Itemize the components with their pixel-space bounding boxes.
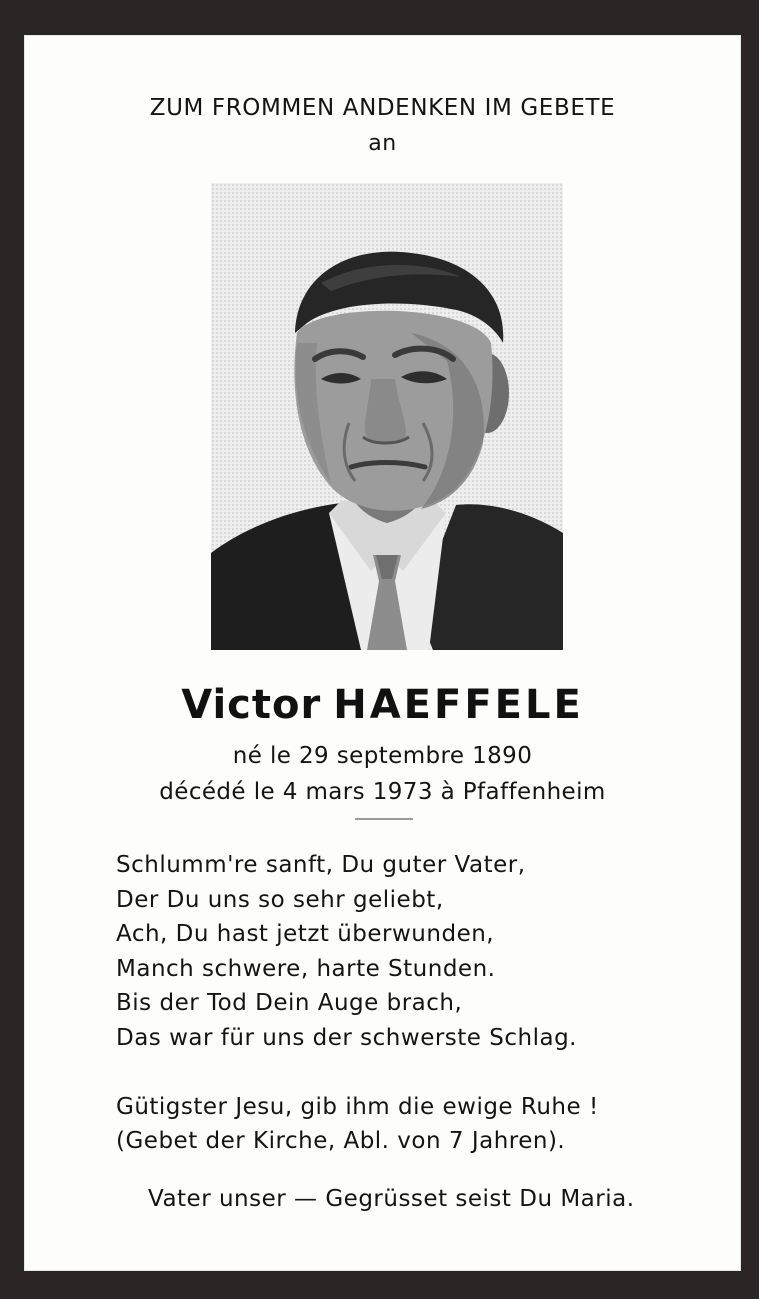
prayer-line: Gütigster Jesu, gib ihm die ewige Ruhe ! <box>116 1094 599 1120</box>
header-dedication: an <box>368 131 397 156</box>
prayer-line: (Gebet der Kirche, Abl. von 7 Jahren). <box>116 1128 566 1154</box>
poem-line: Ach, Du hast jetzt überwunden, <box>116 921 495 948</box>
deceased-name <box>24 682 741 728</box>
first-name: Victor <box>181 682 322 728</box>
poem <box>116 848 577 1056</box>
birth-date: né le 29 septembre 1890 <box>232 743 533 769</box>
last-name: HAEFFELE <box>333 682 584 728</box>
poem-line: Manch schwere, harte Stunden. <box>116 955 496 982</box>
poem-line: Bis der Tod Dein Auge brach, <box>116 990 463 1017</box>
header-title: ZUM FROMMEN ANDENKEN IM GEBETE <box>149 95 616 121</box>
prayer <box>116 1090 599 1158</box>
memorial-card <box>24 35 741 1271</box>
poem-line: Der Du uns so sehr geliebt, <box>116 886 444 913</box>
divider <box>355 818 413 820</box>
portrait-photo <box>211 183 563 650</box>
poem-line: Das war für uns der schwerste Schlag. <box>116 1024 577 1051</box>
poem-line: Schlumm're sanft, Du guter Vater, <box>116 852 526 878</box>
death-date: décédé le 4 mars 1973 à Pfaffenheim <box>159 779 606 805</box>
closing-prayer: Vater unser — Gegrüsset seist Du Maria. <box>148 1186 635 1212</box>
